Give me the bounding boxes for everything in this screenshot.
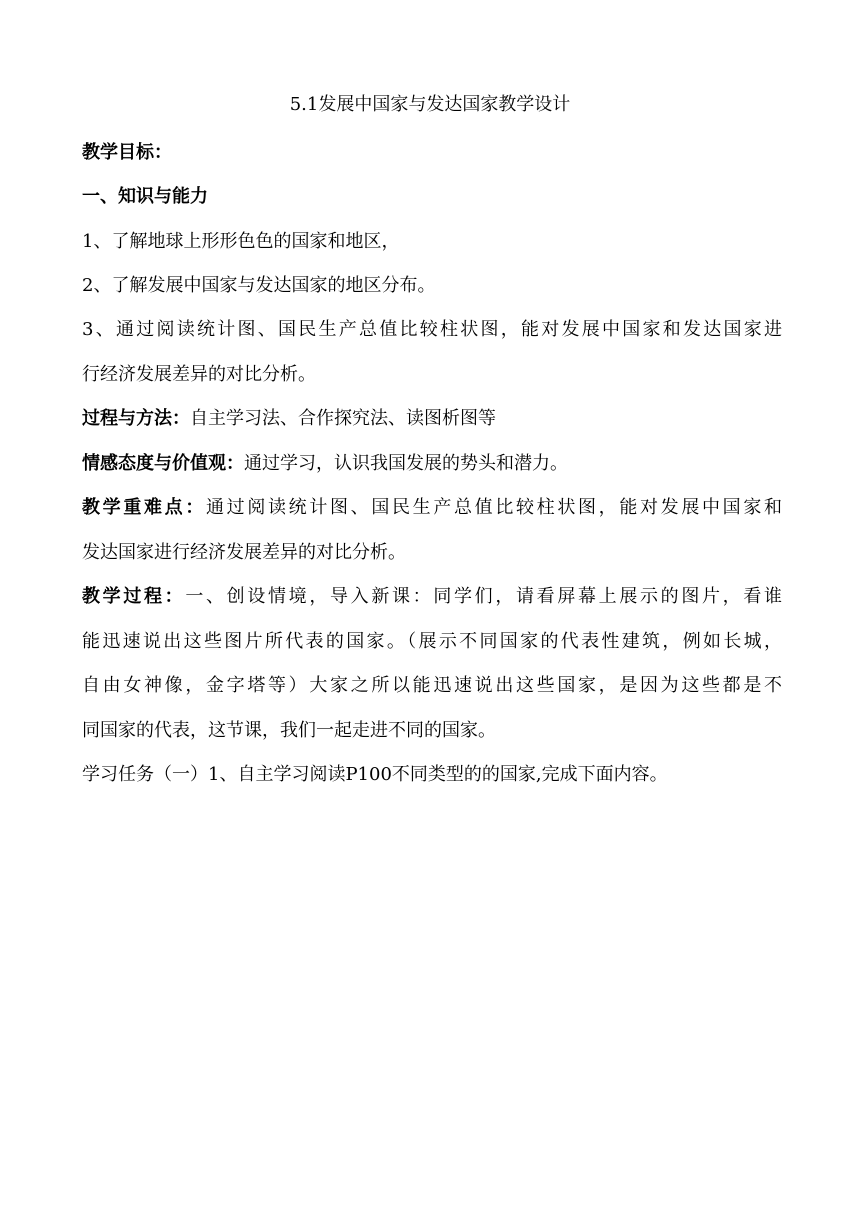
teaching-process-line-1 <box>82 586 782 608</box>
goal-item-3-line-2: 行经济发展差异的对比分析。 <box>82 364 316 385</box>
teaching-process-line-4: 同国家的代表，这节课，我们一起走进不同的国家。 <box>82 720 496 741</box>
key-points-line-1 <box>82 497 782 519</box>
emotion-value-text: 通过学习，认识我国发展的势头和潜力。 <box>244 453 568 474</box>
key-points-label: 教学重难点： <box>82 497 206 518</box>
teaching-goals-heading: 教学目标： <box>82 142 172 163</box>
knowledge-ability-heading: 一、知识与能力 <box>82 186 208 207</box>
teaching-process-text-1: 一、创设情境，导入新课：同学们，请看屏幕上展示的图片，看谁 <box>185 586 783 607</box>
goal-item-1: 1、了解地球上形形色色的国家和地区， <box>82 231 400 252</box>
goal-item-3-line-1: 3、通过阅读统计图、国民生产总值比较柱状图，能对发展中国家和发达国家进 <box>82 319 782 340</box>
process-method-label: 过程与方法： <box>82 408 190 429</box>
learning-task-paragraph: 学习任务（一）1、自主学习阅读P100不同类型的的国家,完成下面内容。 <box>82 764 668 785</box>
emotion-value-paragraph <box>82 453 782 475</box>
teaching-process-label: 教学过程： <box>82 586 186 607</box>
process-method-paragraph <box>82 408 782 430</box>
process-method-text: 自主学习法、合作探究法、读图析图等 <box>190 408 496 429</box>
goal-item-2: 2、了解发展中国家与发达国家的地区分布。 <box>82 275 436 296</box>
key-points-line-2: 发达国家进行经济发展差异的对比分析。 <box>82 542 406 563</box>
emotion-value-label: 情感态度与价值观： <box>82 453 244 474</box>
teaching-process-line-2: 能迅速说出这些图片所代表的国家。（展示不同国家的代表性建筑，例如长城， <box>82 631 782 652</box>
teaching-process-line-3: 自由女神像，金字塔等）大家之所以能迅速说出这些国家，是因为这些都是不 <box>82 675 782 696</box>
document-title: 5.1发展中国家与发达国家教学设计 <box>289 94 571 115</box>
key-points-text-1: 通过阅读统计图、国民生产总值比较柱状图，能对发展中国家和 <box>206 497 782 518</box>
